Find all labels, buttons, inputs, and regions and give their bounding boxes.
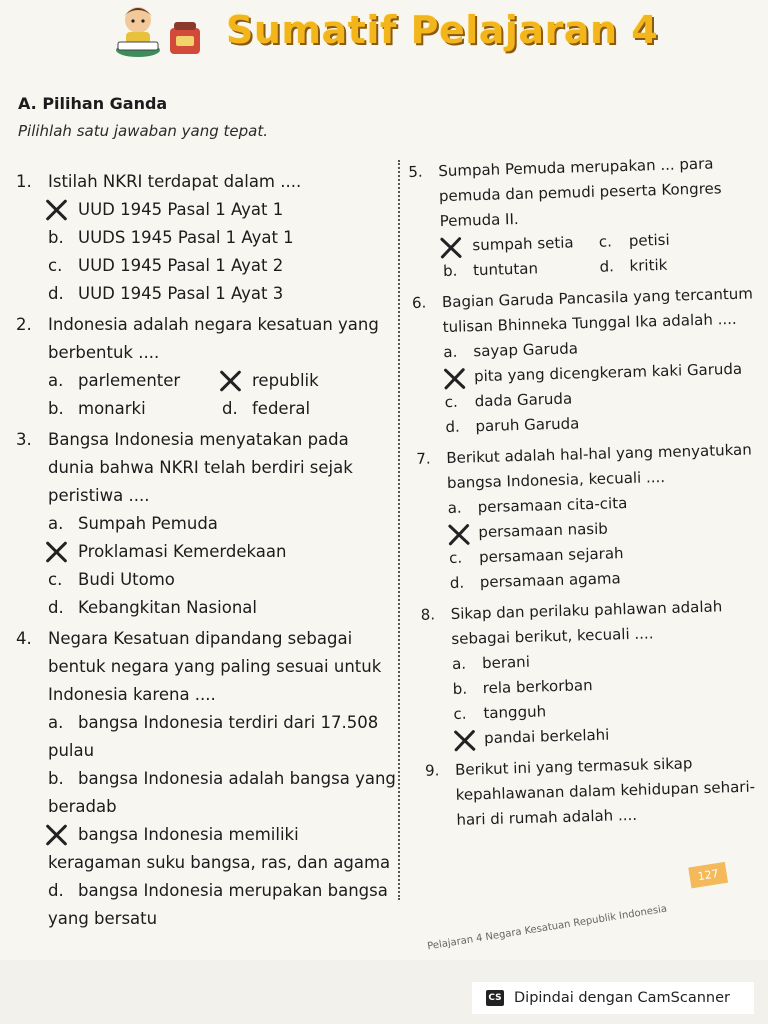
answer-option [222, 367, 396, 395]
option-letter: d. [222, 399, 238, 418]
answer-option [443, 255, 600, 284]
option-text: bangsa Indonesia merupakan bangsa yang bersatu [48, 881, 388, 928]
option-text: persamaan cita-cita [477, 494, 628, 517]
option-text: sayap Garuda [473, 339, 579, 361]
option-text: Proklamasi Kemerdekaan [78, 542, 287, 561]
student-reading-illustration [110, 2, 210, 60]
question-number: 3. [16, 430, 32, 449]
page-title: Sumatif Pelajaran 4 [226, 8, 659, 52]
instruction-text: Pilihlah satu jawaban yang tepat. [18, 122, 268, 140]
question-number: 1. [16, 172, 32, 191]
option-text: persamaan nasib [478, 519, 609, 542]
answer-option [599, 250, 756, 279]
option-letter: a. [447, 498, 462, 518]
option-text: federal [252, 399, 311, 418]
option-letter: d. [449, 573, 465, 592]
right-question-column [408, 150, 768, 839]
option-text: parlementer [78, 371, 181, 390]
question-item [16, 426, 396, 622]
question-item [408, 150, 756, 285]
option-text: monarki [78, 399, 146, 418]
question-item [412, 281, 761, 441]
question-text: Negara Kesatuan dipandang sebagai bentuk negara yang paling sesuai untuk Indonesia karena .... [48, 629, 382, 704]
answer-option [48, 395, 222, 423]
option-text: kritik [629, 255, 668, 275]
option-text: pita yang dicengkeram kaki Garuda [473, 359, 743, 386]
option-text: UUD 1945 Pasal 1 Ayat 3 [78, 284, 284, 303]
option-text: tuntutan [472, 259, 539, 280]
question-number: 7. [416, 449, 431, 468]
option-letter: b. [48, 228, 64, 247]
option-letter: d. [48, 284, 64, 303]
option-text: tangguh [483, 702, 547, 723]
question-text: Sumpah Pemuda merupakan ... para pemuda dan pemudi peserta Kongres Pemuda II. [438, 154, 722, 231]
chapter-footer-text: Pelajaran 4 Negara Kesatuan Republik Indonesia [426, 903, 668, 953]
question-number: 5. [408, 162, 423, 181]
option-text: persamaan sejarah [478, 544, 624, 567]
option-text: dada Garuda [474, 389, 573, 411]
answer-option [222, 395, 396, 423]
cross-mark-icon [44, 541, 70, 563]
option-text: UUD 1945 Pasal 1 Ayat 2 [78, 256, 284, 275]
option-letter: c. [48, 570, 63, 589]
scanner-label: Dipindai dengan CamScanner [514, 990, 731, 1006]
left-question-column [16, 168, 396, 936]
question-text: Sikap dan perilaku pahlawan adalah sebagai berikut, kecuali .... [450, 597, 723, 648]
option-letter: d. [48, 881, 64, 900]
answer-option [16, 566, 396, 594]
option-letter: c. [453, 704, 467, 723]
option-letter: d. [48, 598, 64, 617]
option-letter: b. [48, 769, 64, 788]
option-text: pandai berkelahi [483, 725, 610, 748]
question-number: 6. [411, 293, 427, 312]
option-letter: b. [452, 679, 468, 698]
section-heading: A. Pilihan Ganda [18, 94, 168, 113]
question-item [425, 749, 768, 834]
answer-option [48, 367, 222, 395]
option-text: bangsa Indonesia adalah bangsa yang beradab [48, 769, 396, 816]
page-number: 127 [688, 862, 728, 889]
question-text: Bagian Garuda Pancasila yang tercantum tulisan Bhinneka Tunggal Ika adalah .... [441, 284, 754, 337]
option-letter: a. [48, 371, 64, 390]
option-text: Kebangkitan Nasional [78, 598, 257, 617]
option-letter: a. [451, 654, 467, 673]
column-divider [398, 160, 400, 900]
cross-mark-icon [442, 367, 469, 390]
answer-option-row [16, 367, 396, 395]
option-letter: d. [445, 417, 461, 437]
answer-option [16, 510, 396, 538]
answer-option [16, 877, 396, 933]
option-letter: b. [48, 399, 64, 418]
question-text: Bangsa Indonesia menyatakan pada dunia bahwa NKRI telah berdiri sejak peristiwa .... [48, 430, 353, 505]
cross-mark-icon [44, 824, 70, 846]
answer-option [16, 821, 396, 877]
answer-option [16, 224, 396, 252]
option-letter: b. [442, 261, 458, 281]
answer-option [16, 252, 396, 280]
question-item [16, 625, 396, 933]
cross-mark-icon [44, 199, 70, 221]
option-letter: c. [48, 256, 63, 275]
question-text: Berikut ini yang termasuk sikap kepahlawanan dalam kehidupan sehari-hari di rumah adalah .... [454, 754, 756, 829]
answer-option-row [16, 395, 396, 423]
option-letter: c. [444, 392, 459, 412]
question-number: 4. [16, 629, 32, 648]
option-text: petisi [628, 230, 670, 250]
question-text: Istilah NKRI terdapat dalam .... [48, 172, 302, 191]
scanner-watermark [472, 982, 754, 1014]
option-letter: c. [448, 548, 463, 568]
answer-option [16, 280, 396, 308]
question-item [16, 168, 396, 308]
answer-option [16, 196, 396, 224]
question-number: 2. [16, 315, 32, 334]
chapter-footer [420, 853, 726, 961]
option-text: UUDS 1945 Pasal 1 Ayat 1 [78, 228, 294, 247]
option-text: bangsa Indonesia memiliki keragaman suku bangsa, ras, dan agama [48, 825, 391, 872]
option-letter: a. [48, 514, 64, 533]
cross-mark-icon [438, 236, 465, 259]
option-letter: a. [48, 713, 64, 732]
answer-option [16, 538, 396, 566]
answer-option [16, 594, 396, 622]
option-text: UUD 1945 Pasal 1 Ayat 1 [78, 200, 284, 219]
cross-mark-icon [452, 729, 479, 752]
option-text: sumpah setia [472, 233, 574, 255]
cross-mark-icon [218, 370, 244, 392]
option-text: rela berkorban [482, 676, 593, 698]
question-item [416, 437, 765, 597]
question-item [16, 311, 396, 423]
option-text: Sumpah Pemuda [78, 514, 218, 533]
answer-option [16, 709, 396, 765]
option-text: Budi Utomo [78, 570, 175, 589]
question-text: Indonesia adalah negara kesatuan yang berbentuk .... [48, 315, 379, 362]
answer-option [16, 765, 396, 821]
option-letter: d. [599, 257, 615, 276]
cross-mark-icon [446, 523, 473, 546]
option-text: berani [481, 652, 531, 673]
option-text: bangsa Indonesia terdiri dari 17.508 pulau [48, 713, 379, 760]
question-text: Berikut adalah hal-hal yang menyatukan bangsa Indonesia, kecuali .... [446, 440, 752, 493]
option-letter: c. [598, 232, 613, 251]
option-text: persamaan agama [479, 569, 621, 592]
camscanner-icon: CS [486, 990, 504, 1006]
option-letter: a. [443, 342, 458, 362]
option-text: paruh Garuda [475, 414, 580, 436]
option-text: republik [252, 371, 319, 390]
question-number: 9. [424, 761, 440, 780]
question-number: 8. [420, 605, 436, 624]
question-item [420, 593, 768, 753]
